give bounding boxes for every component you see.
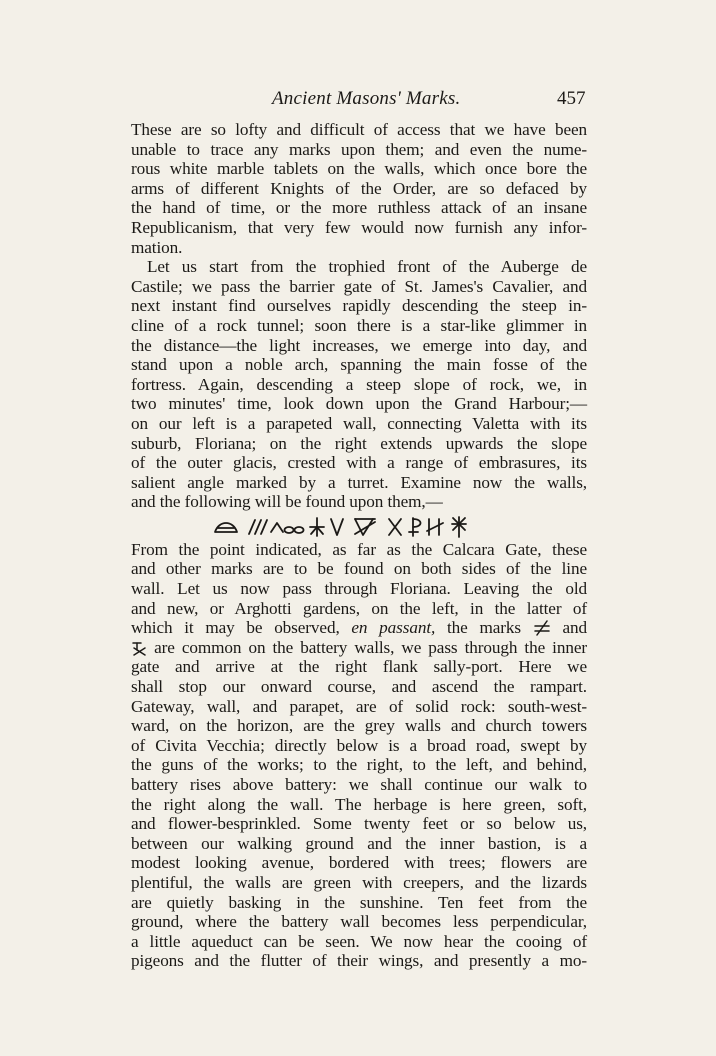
text-line: between our walking ground and the inner bastion, is a bbox=[131, 833, 587, 853]
text-fragment: are common on the battery walls, we pass through the inner bbox=[154, 637, 587, 657]
text-line: are quietly basking in the sunshine. Ten feet from the bbox=[131, 892, 587, 912]
text-line: Castile; we pass the barrier gate of St. James's Cavalier, and bbox=[131, 276, 587, 296]
text-line: and the following will be found upon them,— bbox=[131, 492, 443, 512]
text-line: mation. bbox=[131, 237, 183, 257]
text-fragment: and bbox=[562, 618, 588, 638]
text-line: pigeons and the flutter of their wings, and presently a mo- bbox=[131, 951, 587, 971]
h-slash-mark-icon bbox=[427, 519, 443, 535]
v-mark-icon bbox=[331, 519, 343, 535]
text-line-with-mark bbox=[131, 618, 587, 638]
text-line: wall. Let us now pass through Floriana. Leaving the old bbox=[131, 579, 587, 599]
text-line: battery rises above battery: we shall continue our walk to bbox=[131, 775, 587, 794]
paragraph-2 bbox=[131, 257, 587, 512]
arch-mark-icon bbox=[215, 523, 237, 532]
text-line: next instant find ourselves rapidly descending the steep in- bbox=[131, 296, 587, 316]
text-line: a little aqueduct can be seen. We now hear the cooing of bbox=[131, 931, 587, 951]
triple-stroke-mark-icon bbox=[249, 520, 267, 534]
running-head bbox=[0, 88, 716, 112]
text-line: Republicanism, that very few would now furnish any infor- bbox=[131, 217, 587, 237]
star-cross-mark-icon bbox=[452, 517, 466, 537]
text-line: Gateway, wall, and parapet, are of solid rock: south-west- bbox=[131, 696, 587, 716]
crossed-v-mark-icon bbox=[355, 519, 375, 535]
text-line: ground, where the battery wall becomes less perpendicular, bbox=[131, 912, 587, 932]
text-line: the right along the wall. The herbage is here green, soft, bbox=[131, 794, 587, 814]
body-text bbox=[131, 120, 587, 971]
text-line: on our left is a parapeted wall, connecting Valetta with its bbox=[131, 413, 587, 433]
masons-marks-row bbox=[131, 514, 587, 540]
text-line: and flower-besprinkled. Some twenty feet or so below us, bbox=[131, 814, 587, 834]
text-fragment: the marks bbox=[446, 618, 521, 638]
text-line: and new, or Arghotti gardens, on the left, in the latter of bbox=[131, 598, 587, 618]
text-line: salient angle marked by a turret. Examine now the walls, bbox=[131, 472, 587, 492]
italic-phrase: en passant, bbox=[351, 618, 436, 638]
text-line-with-mark bbox=[131, 638, 587, 658]
text-line: the distance—the light increases, we emerge into day, and bbox=[131, 335, 587, 355]
paragraph-1 bbox=[131, 120, 587, 257]
text-line: fortress. Again, descending a steep slope of rock, we, in bbox=[131, 374, 587, 394]
text-line: Let us start from the trophied front of the Auberge de bbox=[147, 257, 587, 277]
text-line: cline of a rock tunnel; soon there is a star-like glimmer in bbox=[131, 315, 587, 335]
p-hook-mark-icon bbox=[409, 518, 421, 536]
text-line: ward, on the horizon, are the grey walls and church towers bbox=[131, 716, 587, 736]
text-line: rous white marble tablets on the walls, which once bore the bbox=[131, 159, 587, 179]
page-number: 457 bbox=[557, 88, 586, 109]
text-line: the hand of time, or the more ruthless attack of an insane bbox=[131, 198, 587, 218]
x-mark-icon bbox=[389, 519, 401, 535]
text-line: of the outer glacis, crested with a range of embrasures, its bbox=[131, 453, 587, 473]
hash-slash-mark-icon bbox=[533, 620, 551, 636]
paragraph-3 bbox=[131, 540, 587, 971]
text-line: and other marks are to be found on both sides of the line bbox=[131, 559, 587, 579]
running-title: Ancient Masons' Marks. bbox=[272, 88, 461, 109]
cross-arrow-mark-icon bbox=[310, 518, 324, 536]
text-line: of Civita Vecchia; directly below is a broad road, swept by bbox=[131, 735, 587, 755]
text-line: suburb, Floriana; on the right extends upwards the slope bbox=[131, 433, 587, 453]
text-line: modest looking avenue, bordered with trees; flowers are bbox=[131, 853, 587, 873]
text-line: stand upon a noble arch, spanning the main fosse of the bbox=[131, 355, 587, 375]
text-line: gate and arrive at the right flank sally-port. Here we bbox=[131, 657, 587, 677]
caret-loops-mark-icon bbox=[271, 523, 304, 533]
text-line: the guns of the works; to the right, to the left, and behind, bbox=[131, 755, 587, 775]
text-fragment: which it may be observed, bbox=[131, 618, 340, 638]
text-line: From the point indicated, as far as the Calcara Gate, these bbox=[131, 539, 587, 559]
tau-cross-mark-icon bbox=[131, 640, 147, 656]
masons-marks-figure bbox=[213, 514, 513, 540]
text-line: two minutes' time, look down upon the Grand Harbour;— bbox=[131, 394, 587, 414]
text-line: unable to trace any marks upon them; and even the nume- bbox=[131, 139, 587, 159]
text-line: arms of different Knights of the Order, are so defaced by bbox=[131, 178, 587, 198]
text-line: These are so lofty and difficult of access that we have been bbox=[131, 120, 587, 139]
text-line: shall stop our onward course, and ascend the rampart. bbox=[131, 677, 587, 697]
text-line: plentiful, the walls are green with creepers, and the lizards bbox=[131, 872, 587, 892]
